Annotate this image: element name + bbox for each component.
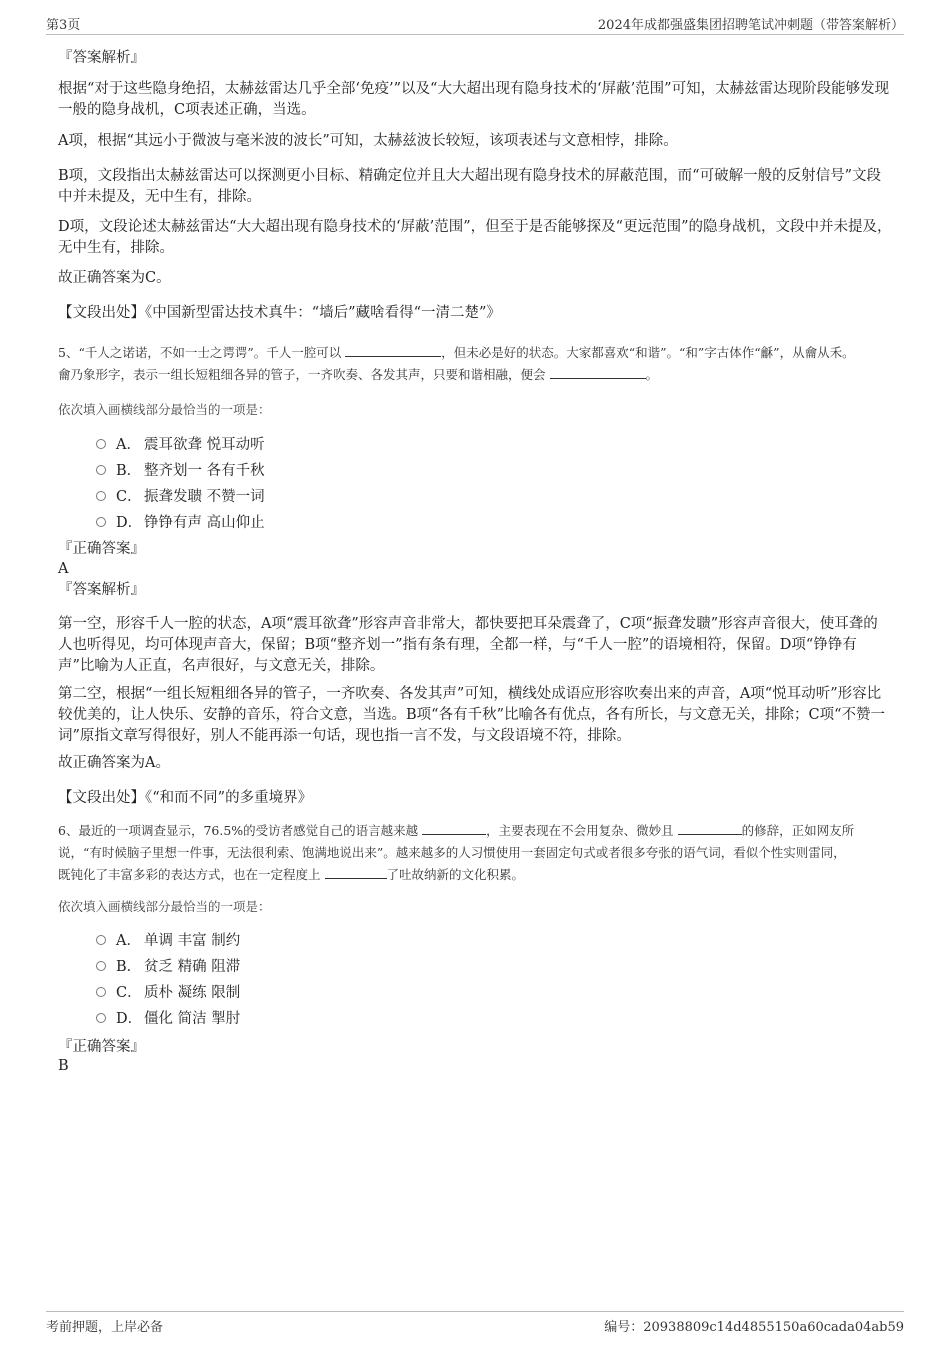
fill-blank xyxy=(422,822,486,835)
fill-blank xyxy=(550,366,646,379)
stem-text: 5、“千人之诺诺，不如一士之谔谔”。千人一腔可以 xyxy=(58,345,342,360)
question-stem xyxy=(58,342,892,386)
option-b[interactable]: B． 整齐划一 各有千秋 xyxy=(96,461,265,481)
fill-blank xyxy=(325,866,387,879)
stem-text: 6、最近的一项调查显示，76.5%的受访者感觉自己的语言越来越 xyxy=(58,823,419,838)
correct-answer: B xyxy=(58,1058,69,1074)
option-d[interactable]: D． 僵化 简洁 掣肘 xyxy=(96,1009,240,1029)
page-number: 第3页 xyxy=(46,18,81,33)
analysis-paragraph: 根据“对于这些隐身绝招，太赫兹雷达几乎全部‘免疫’”以及“大大超出现有隐身技术的‘屏蔽’范围”可知，太赫兹雷达现阶段能够发现一般的隐身战机，C项表述正确，当选。 xyxy=(58,81,890,118)
analysis-paragraph: A项，根据“其远小于微波与毫米波的波长”可知，太赫兹波长较短，该项表述与文意相悖，排除。 xyxy=(58,133,678,149)
analysis-heading: 『答案解析』 xyxy=(58,582,145,598)
stem-text: ，但未必是好的状态。大家都喜欢“和谐”。“和”字古体作“龢”，从龠从禾。 xyxy=(441,345,855,360)
footer-slogan: 考前押题，上岸必备 xyxy=(46,1320,164,1335)
radio-icon[interactable] xyxy=(96,935,106,945)
question-stem xyxy=(58,820,892,886)
analysis-paragraph: 第二空，根据“一组长短粗细各异的管子，一齐吹奏、各发其声”可知，横线处成语应形容吹奏出来的声音，A项“悦耳动听”形容比较优美的，让人快乐、安静的音乐，符合文意，当选。B项“各有千秋”比喻各有优点，各有所长，与文意无关，排除；C项“不赞一词”原指文章写得很好，别人不能再添一句话，现也指一言不发，与文段语境不符，排除。 xyxy=(58,686,885,744)
radio-icon[interactable] xyxy=(96,517,106,527)
radio-icon[interactable] xyxy=(96,491,106,501)
question-instruction: 依次填入画横线部分最恰当的一项是： xyxy=(58,899,271,914)
stem-text: 龠乃象形字，表示一组长短粗细各异的管子，一齐吹奏、各发其声，只要和谐相融，便会 xyxy=(58,367,546,382)
option-c[interactable]: C． 振聋发聩 不赞一词 xyxy=(96,487,265,507)
analysis-paragraph: 第一空，形容千人一腔的状态，A项“震耳欲聋”形容声音非常大，都快要把耳朵震聋了，C项“振聋发聩”形容声音很大，使耳聋的人也听得见，均可体现声音大，保留；B项“整齐划一”指有条有理，全都一样，与“千人一腔”的语境相符，保留。D项“铮铮有声”比喻为人正直，名声很好，与文意无关，排除。 xyxy=(58,616,878,674)
stem-text: 。 xyxy=(645,367,659,382)
radio-icon[interactable] xyxy=(96,987,106,997)
question-instruction: 依次填入画横线部分最恰当的一项是： xyxy=(58,402,271,417)
source-citation: 【文段出处】《“和而不同”的多重境界》 xyxy=(58,790,313,806)
stem-text: 了吐故纳新的文化积累。 xyxy=(386,867,525,882)
stem-text: 既钝化了丰富多彩的表达方式，也在一定程度上 xyxy=(58,867,321,882)
correct-answer-heading: 『正确答案』 xyxy=(58,541,145,557)
stem-text: 的修辞，正如网友所 xyxy=(741,823,855,838)
option-b[interactable]: B． 贫乏 精确 阻滞 xyxy=(96,957,240,977)
document-id: 编号：20938809c14d4855150a60cada04ab59 xyxy=(604,1320,904,1335)
analysis-paragraph: D项，文段论述太赫兹雷达“大大超出现有隐身技术的‘屏蔽’范围”，但至于是否能够探及“更远范围”的隐身战机，文段中并未提及，无中生有，排除。 xyxy=(58,219,892,256)
analysis-paragraph: B项，文段指出太赫兹雷达可以探测更小目标、精确定位并且大大超出现有隐身技术的屏蔽范围，而“可破解一般的反射信号”文段中并未提及，无中生有，排除。 xyxy=(58,168,881,205)
option-c[interactable]: C． 质朴 凝练 限制 xyxy=(96,983,240,1003)
fill-blank xyxy=(678,822,742,835)
fill-blank xyxy=(345,344,441,357)
option-a[interactable]: A． 震耳欲聋 悦耳动听 xyxy=(96,435,265,455)
answer-conclusion: 故正确答案为A。 xyxy=(58,755,170,771)
stem-text: ，主要表现在不会用复杂、微妙且 xyxy=(486,823,674,838)
correct-answer-heading: 『正确答案』 xyxy=(58,1039,145,1055)
analysis-heading: 『答案解析』 xyxy=(58,50,145,66)
page-header xyxy=(46,14,904,35)
stem-text: 说，“有时候脑子里想一件事，无法很利索、饱满地说出来”。越来越多的人习惯使用一套固定句式或者很多夸张的语气词，看似个性实则雷同， xyxy=(58,845,846,860)
answer-conclusion: 故正确答案为C。 xyxy=(58,270,171,286)
page-footer xyxy=(46,1311,904,1334)
radio-icon[interactable] xyxy=(96,961,106,971)
radio-icon[interactable] xyxy=(96,465,106,475)
option-d[interactable]: D． 铮铮有声 高山仰止 xyxy=(96,513,265,533)
radio-icon[interactable] xyxy=(96,439,106,449)
correct-answer: A xyxy=(58,561,69,577)
radio-icon[interactable] xyxy=(96,1013,106,1023)
option-a[interactable]: A． 单调 丰富 制约 xyxy=(96,931,240,951)
document-title: 2024年成都强盛集团招聘笔试冲刺题（带答案解析） xyxy=(597,18,904,33)
source-citation: 【文段出处】《中国新型雷达技术真牛：“墙后”藏啥看得“一清二楚”》 xyxy=(58,305,501,321)
